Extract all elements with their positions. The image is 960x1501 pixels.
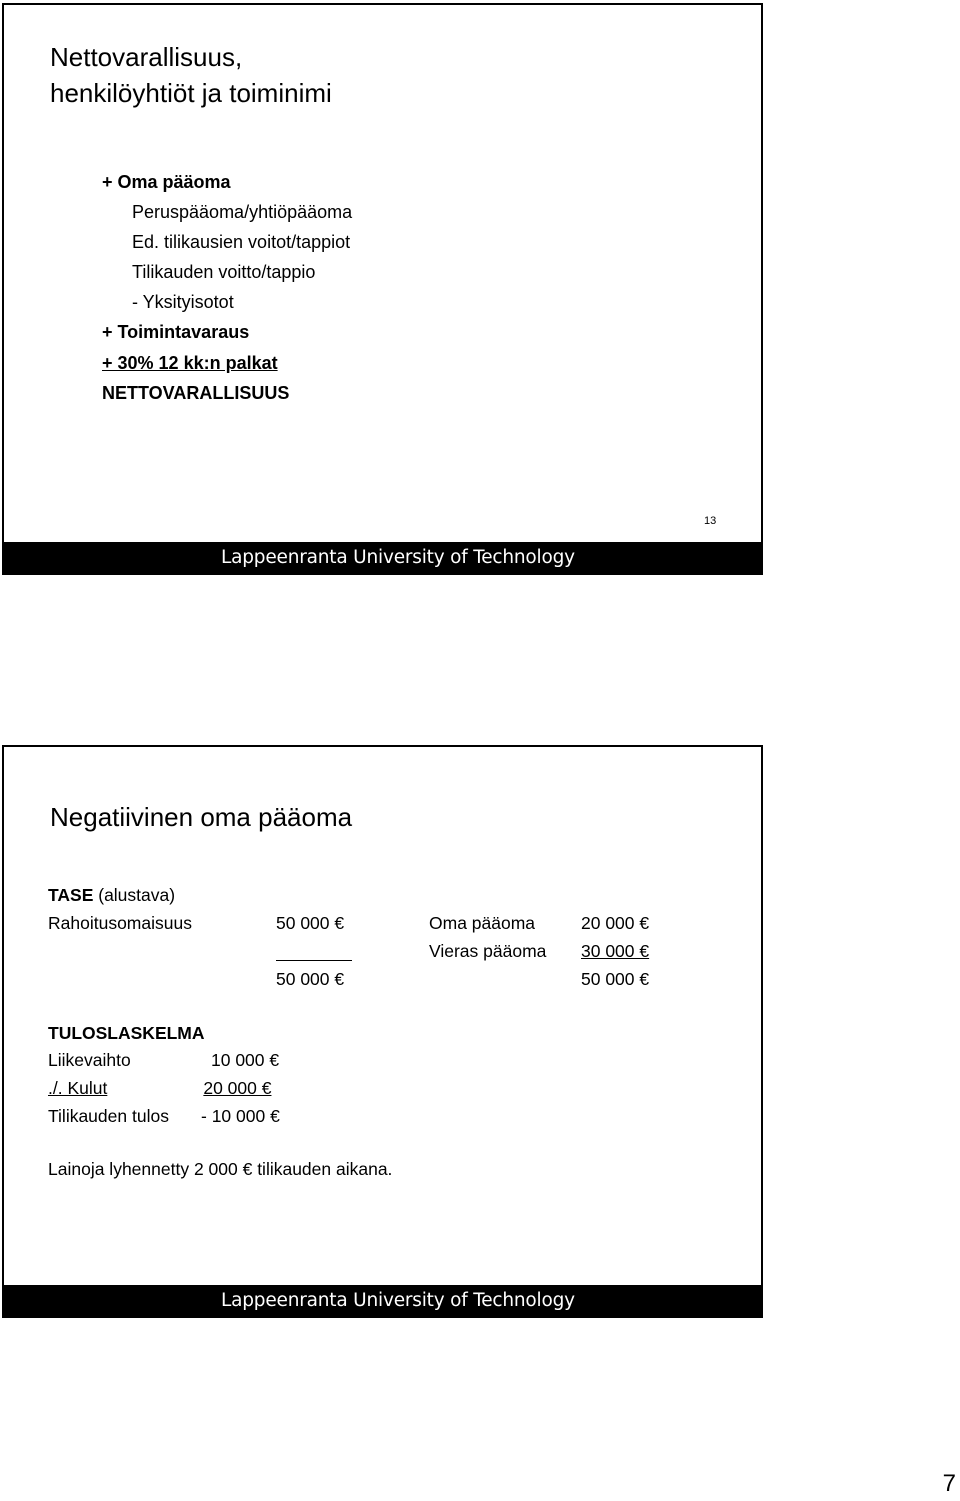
slide-footer <box>4 542 761 573</box>
page-number: 7 <box>942 1470 956 1497</box>
slide-title <box>50 39 332 111</box>
asset-label: Rahoitusomaisuus <box>48 913 192 933</box>
debt-label: Vieras pääoma <box>429 941 547 961</box>
item-nettovarallisuus: NETTOVARALLISUUS <box>102 383 290 403</box>
costs-row <box>48 1077 271 1099</box>
balance-heading <box>48 884 175 906</box>
asset-value: 50 000 € <box>276 913 345 933</box>
revenue-value: 10 000 € <box>211 1050 280 1070</box>
title-line-1: Nettovarallisuus, <box>50 42 243 72</box>
result-value: - 10 000 € <box>201 1106 280 1126</box>
costs-value: 20 000 € <box>203 1078 272 1098</box>
slide-footer <box>4 1285 761 1316</box>
slide-negatiivinen-oma-paaoma <box>2 745 763 1318</box>
costs-label: ./. Kulut <box>48 1078 108 1098</box>
item-toimintavaraus: + Toimintavaraus <box>102 322 250 342</box>
footer-text: Lappeenranta University of Technology <box>221 1290 575 1311</box>
footer-text: Lappeenranta University of Technology <box>221 547 575 568</box>
liabilities-total: 50 000 € <box>581 969 650 989</box>
revenue-label: Liikevaihto <box>48 1050 131 1070</box>
item-palkat: + 30% 12 kk:n palkat <box>102 353 278 373</box>
equity-label: Oma pääoma <box>429 913 536 933</box>
income-heading: TULOSLASKELMA <box>48 1023 205 1043</box>
sum-rule <box>276 960 352 961</box>
slide-nettovarallisuus <box>2 3 763 575</box>
equity-value: 20 000 € <box>581 913 650 933</box>
note: Lainoja lyhennetty 2 000 € tilikauden aikana. <box>48 1159 393 1179</box>
title-line-2: henkilöyhtiöt ja toiminimi <box>50 78 332 108</box>
slide-title: Negatiivinen oma pääoma <box>50 802 353 832</box>
asset-total: 50 000 € <box>276 969 345 989</box>
item-yksityisotot: - Yksityisotot <box>132 292 234 312</box>
item-oma-paaoma: + Oma pääoma <box>102 172 231 192</box>
item-ed-tilikausien: Ed. tilikausien voitot/tappiot <box>132 232 351 252</box>
balance-heading-bold: TASE <box>48 885 94 905</box>
result-label: Tilikauden tulos <box>48 1106 169 1126</box>
item-tilikauden-voitto: Tilikauden voitto/tappio <box>132 262 316 282</box>
balance-heading-rest: (alustava) <box>93 885 176 905</box>
slide-number: 13 <box>704 515 717 527</box>
item-peruspaaoma: Peruspääoma/yhtiöpääoma <box>132 202 353 222</box>
debt-value: 30 000 € <box>581 941 650 961</box>
